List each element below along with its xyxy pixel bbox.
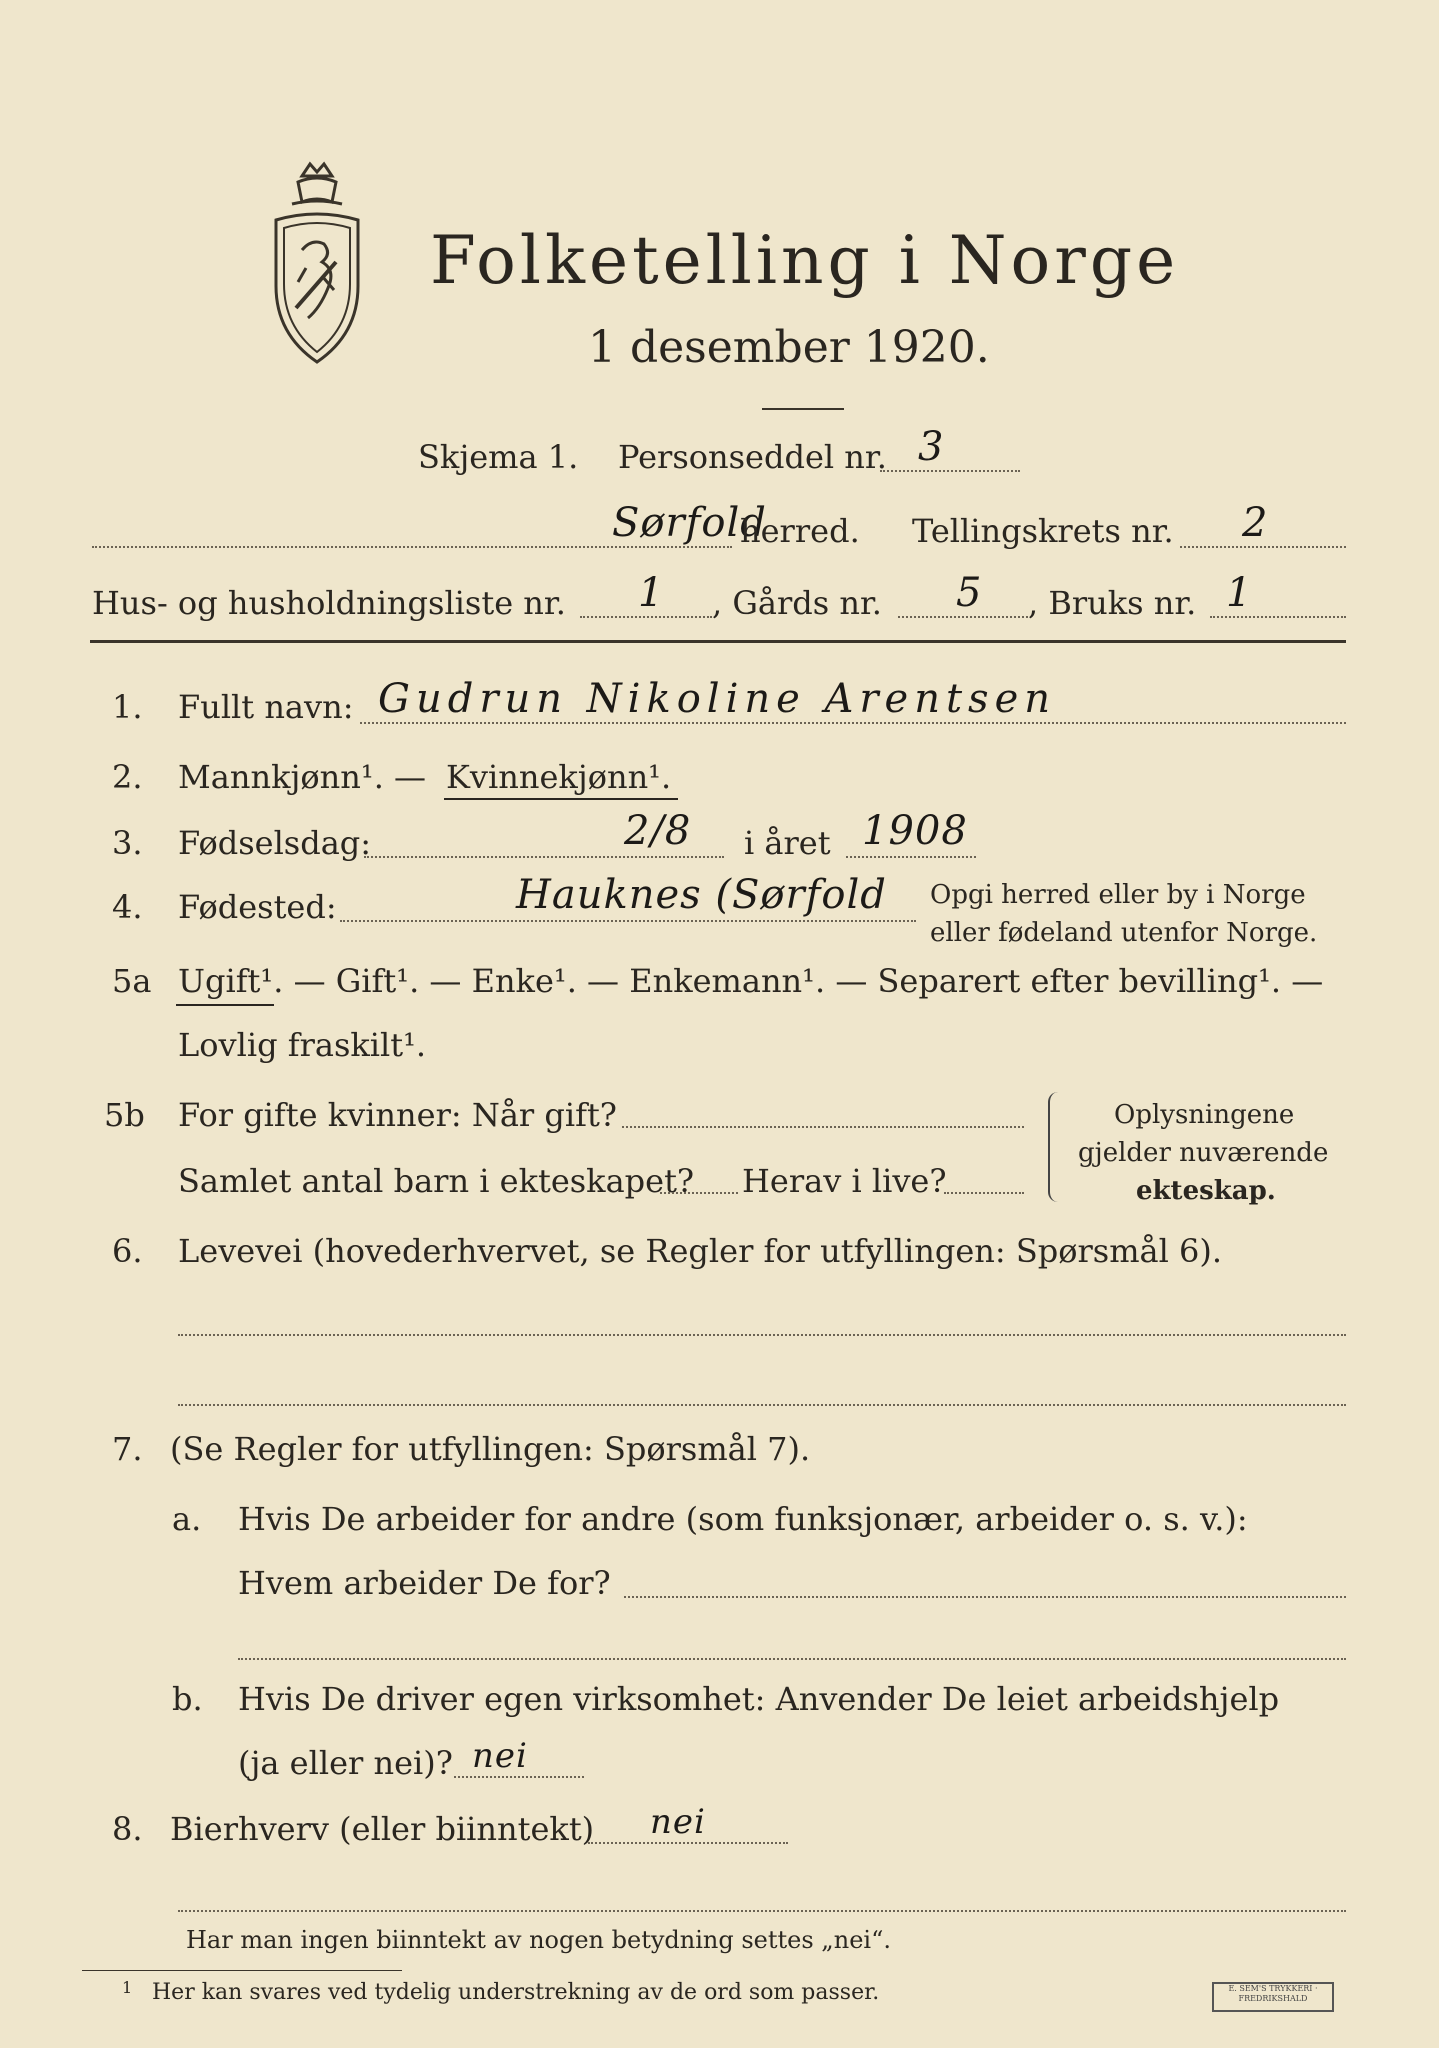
q5a-number: 5a [112, 962, 152, 1000]
q7b-letter: b. [172, 1680, 203, 1718]
q4-note-line1: Opgi herred eller by i Norge [930, 880, 1306, 910]
q4-birthplace-value: Hauknes (Sørfold [516, 872, 887, 918]
footnote-divider [82, 1970, 402, 1971]
q3-year-label: i året [744, 824, 831, 862]
q6-dots-1 [178, 1334, 1346, 1336]
personseddel-dots [880, 470, 1020, 472]
q5b-bracket [1048, 1092, 1062, 1202]
herred-label: herred. [740, 512, 860, 550]
q3-number: 3. [112, 824, 143, 862]
husliste-dots [580, 616, 712, 618]
norway-coat-of-arms-icon [262, 158, 372, 366]
q5a-ugift-underline [176, 1004, 274, 1006]
herred-dots [92, 546, 732, 548]
husliste-value: 1 [638, 570, 665, 616]
q5b-children-dots [660, 1192, 738, 1194]
q7-number: 7. [112, 1430, 143, 1468]
personseddel-value: 3 [918, 424, 945, 470]
q7a-letter: a. [172, 1500, 202, 1538]
q3-year-value: 1908 [862, 808, 968, 854]
bruks-label: , Bruks nr. [1028, 584, 1197, 622]
q2-male-option: Mannkjønn¹. — [178, 758, 427, 796]
q5b-line1: For gifte kvinner: Når gift? [178, 1096, 617, 1134]
footer-note: Har man ingen biinntekt av nogen betydning settes „nei“. [186, 1926, 891, 1954]
herred-value: Sørfold [612, 500, 767, 546]
q1-label: Fullt navn: [178, 688, 354, 726]
q4-note-line2: eller fødeland utenfor Norge. [930, 918, 1318, 948]
q2-female-option: Kvinnekjønn¹. [446, 758, 672, 796]
q8-number: 8. [112, 1810, 143, 1848]
footnote-number: 1 [122, 1978, 133, 1997]
q8-dots [588, 1842, 788, 1844]
printer-stamp: E. SEM'S TRYKKERI · FREDRIKSHALD [1212, 1982, 1334, 2012]
q1-number: 1. [112, 688, 143, 726]
q5b-number: 5b [104, 1096, 145, 1134]
tellingskrets-label: Tellingskrets nr. [912, 512, 1174, 550]
bruks-value: 1 [1226, 570, 1253, 616]
q1-dots [360, 722, 1346, 724]
q7b-line1: Hvis De driver egen virksomhet: Anvender De leiet arbeidshjelp [238, 1680, 1280, 1718]
personseddel-label: Personseddel nr. [618, 438, 887, 476]
q6-number: 6. [112, 1232, 143, 1270]
q7a-dots-2 [238, 1658, 1346, 1660]
q5b-married-dots [622, 1126, 1024, 1128]
q3-year-dots [846, 856, 976, 858]
skjema-label: Skjema 1. [418, 438, 579, 476]
q7a-line1: Hvis De arbeider for andre (som funksjonær, arbeider o. s. v.): [238, 1500, 1248, 1538]
form-title: Folketelling i Norge [430, 222, 1180, 299]
q7a-dots-1 [624, 1596, 1346, 1598]
q3-day-dots [364, 856, 724, 858]
q6-label: Levevei (hovederhvervet, se Regler for utfyllingen: Spørsmål 6). [178, 1232, 1223, 1270]
q7-label: (Se Regler for utfyllingen: Spørsmål 7). [170, 1430, 811, 1468]
q3-label: Fødselsdag: [178, 824, 372, 862]
gards-label: , Gårds nr. [712, 584, 882, 622]
q1-full-name-value: Gudrun Nikoline Arentsen [378, 676, 1057, 722]
q4-number: 4. [112, 888, 143, 926]
q3-birthday-value: 2/8 [624, 808, 692, 854]
q5b-alive-label: Herav i live? [742, 1162, 947, 1200]
tellingskrets-value: 2 [1242, 500, 1269, 546]
q2-female-underline [444, 798, 678, 800]
bruks-dots [1210, 616, 1346, 618]
q8-dots-2 [178, 1910, 1346, 1912]
q8-label: Bierhverv (eller biinntekt) [170, 1810, 595, 1848]
q7b-line2: (ja eller nei)? [238, 1744, 453, 1782]
gards-value: 5 [956, 570, 983, 616]
q5b-note-line1: Oplysningene [1114, 1100, 1295, 1130]
footnote-text: Her kan svares ved tydelig understrekning av de ord som passer. [152, 1980, 880, 2005]
q4-label: Fødested: [178, 888, 337, 926]
title-divider [762, 408, 844, 410]
husliste-label: Hus- og husholdningsliste nr. [92, 584, 566, 622]
q7b-value: nei [472, 1736, 528, 1776]
q2-number: 2. [112, 758, 143, 796]
q5b-alive-dots [944, 1192, 1024, 1194]
form-date: 1 desember 1920. [588, 322, 990, 373]
q5b-children-label: Samlet antal barn i ekteskapet? [178, 1162, 695, 1200]
q7b-dots [454, 1776, 584, 1778]
q5b-note-line2: gjelder nuværende [1078, 1138, 1329, 1168]
q5b-note-line3: ekteskap. [1136, 1176, 1276, 1206]
q7a-line2: Hvem arbeider De for? [238, 1564, 611, 1602]
gards-dots [898, 616, 1028, 618]
q8-value: nei [650, 1802, 706, 1842]
q4-dots [340, 920, 916, 922]
q6-dots-2 [178, 1404, 1346, 1406]
q5a-options-line1: Ugift¹. — Gift¹. — Enke¹. — Enkemann¹. — Separert efter bevilling¹. — [178, 962, 1324, 1000]
header-divider [90, 640, 1346, 643]
q5a-options-line2: Lovlig fraskilt¹. [178, 1026, 427, 1064]
tellingskrets-dots [1180, 546, 1346, 548]
